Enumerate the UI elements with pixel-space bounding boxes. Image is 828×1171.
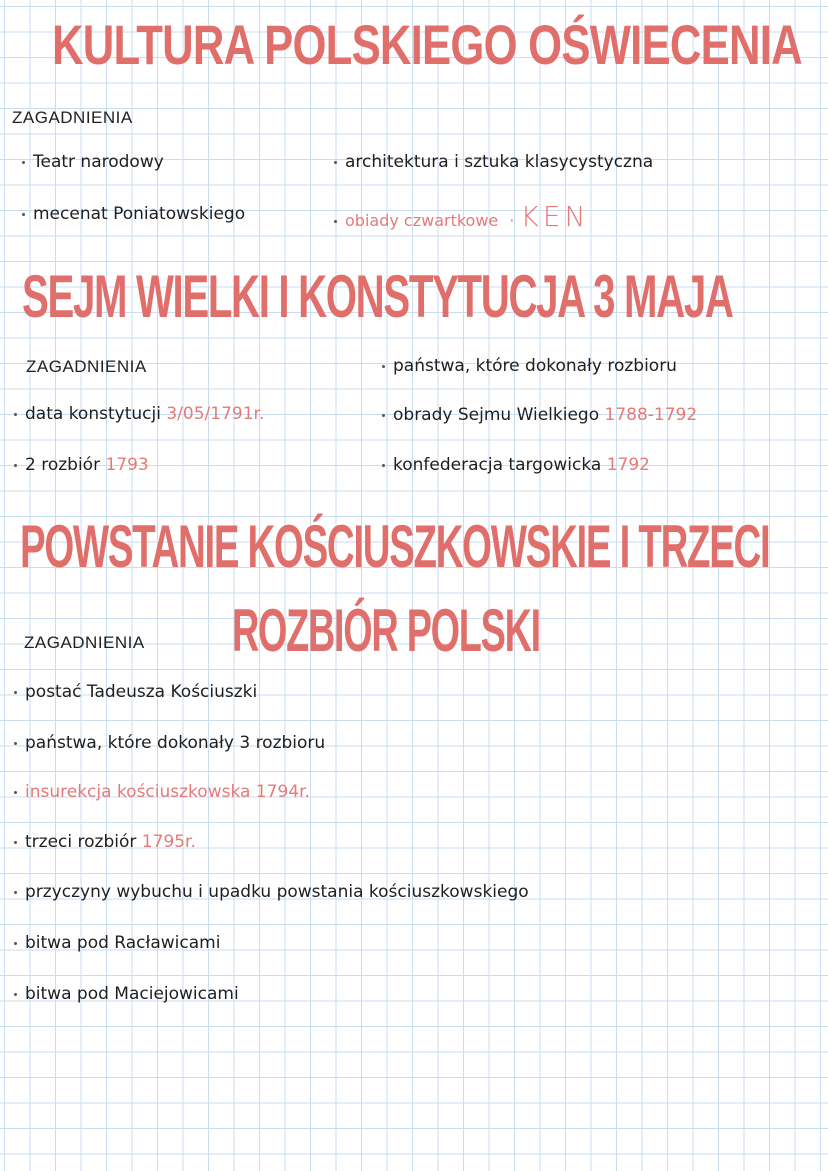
item-text: konfederacja targowicka: [393, 455, 602, 475]
section-2-title: SEJM WIELKI I KONSTYTUCJA 3 MAJA: [22, 263, 733, 330]
item-text: bitwa pod Racławicami: [25, 933, 221, 953]
item-text: bitwa pod Maciejowicami: [25, 984, 239, 1004]
item-text: państwa, które dokonały rozbioru: [393, 356, 677, 376]
item-date: 3/05/1791r.: [166, 404, 265, 424]
list-item: [14, 984, 239, 1004]
item-extra: KEN: [520, 200, 590, 233]
list-item: [14, 404, 264, 424]
list-item: [382, 405, 697, 425]
item-date: 1795r.: [141, 832, 196, 852]
item-text: obiady czwartkowe: [345, 211, 499, 230]
list-item: [14, 682, 257, 702]
list-item: [334, 152, 653, 172]
bullet-icon: [382, 414, 385, 417]
item-date: 1792: [606, 455, 650, 475]
list-item: [14, 832, 196, 852]
item-text: insurekcja kościuszkowska: [25, 782, 251, 802]
section-3-title-line1: POWSTANIE KOŚCIUSZKOWSKIE I TRZECI: [20, 513, 770, 580]
item-date: 1793: [105, 455, 149, 475]
bullet-icon: [334, 220, 337, 223]
bullet-icon: [14, 464, 17, 467]
bullet-icon: [14, 942, 17, 945]
bullet-icon: [14, 841, 17, 844]
bullet-icon: [14, 413, 17, 416]
list-item: [382, 455, 650, 475]
bullet-icon: [382, 464, 385, 467]
item-text: data konstytucji: [25, 404, 161, 424]
section-1-title: KULTURA POLSKIEGO OŚWIECENIA: [52, 13, 802, 76]
item-text: architektura i sztuka klasycystyczna: [345, 152, 654, 172]
bullet-icon: [14, 791, 17, 794]
list-item: [14, 882, 529, 902]
list-item: [334, 200, 589, 233]
item-text: 2 rozbiór: [25, 455, 101, 475]
item-text: Teatr narodowy: [33, 152, 164, 172]
list-item: [14, 455, 149, 475]
bullet-icon: [14, 691, 17, 694]
list-item: [382, 356, 677, 376]
bullet-icon: [14, 742, 17, 745]
separator: ·: [509, 211, 515, 230]
list-item: [14, 782, 310, 802]
bullet-icon: [382, 365, 385, 368]
item-text: trzeci rozbiór: [25, 832, 137, 852]
item-text: obrady Sejmu Wielkiego: [393, 405, 600, 425]
section-1-label: ZAGADNIENIA: [12, 108, 133, 127]
section-3-label: ZAGADNIENIA: [24, 633, 145, 652]
list-item: [14, 933, 220, 953]
list-item: [14, 733, 325, 753]
bullet-icon: [22, 161, 25, 164]
bullet-icon: [22, 213, 25, 216]
item-text: przyczyny wybuchu i upadku powstania kościuszkowskiego: [25, 882, 529, 902]
item-text: postać Tadeusza Kościuszki: [25, 682, 258, 702]
item-text: państwa, które dokonały 3 rozbioru: [25, 733, 326, 753]
item-date: 1788-1792: [604, 405, 698, 425]
section-2-label: ZAGADNIENIA: [26, 357, 147, 376]
item-date: 1794r.: [255, 782, 310, 802]
item-text: mecenat Poniatowskiego: [33, 204, 246, 224]
list-item: [22, 152, 164, 172]
section-3-title-line2: ROZBIÓR POLSKI: [232, 597, 540, 664]
list-item: [22, 204, 245, 224]
bullet-icon: [334, 161, 337, 164]
bullet-icon: [14, 993, 17, 996]
bullet-icon: [14, 891, 17, 894]
